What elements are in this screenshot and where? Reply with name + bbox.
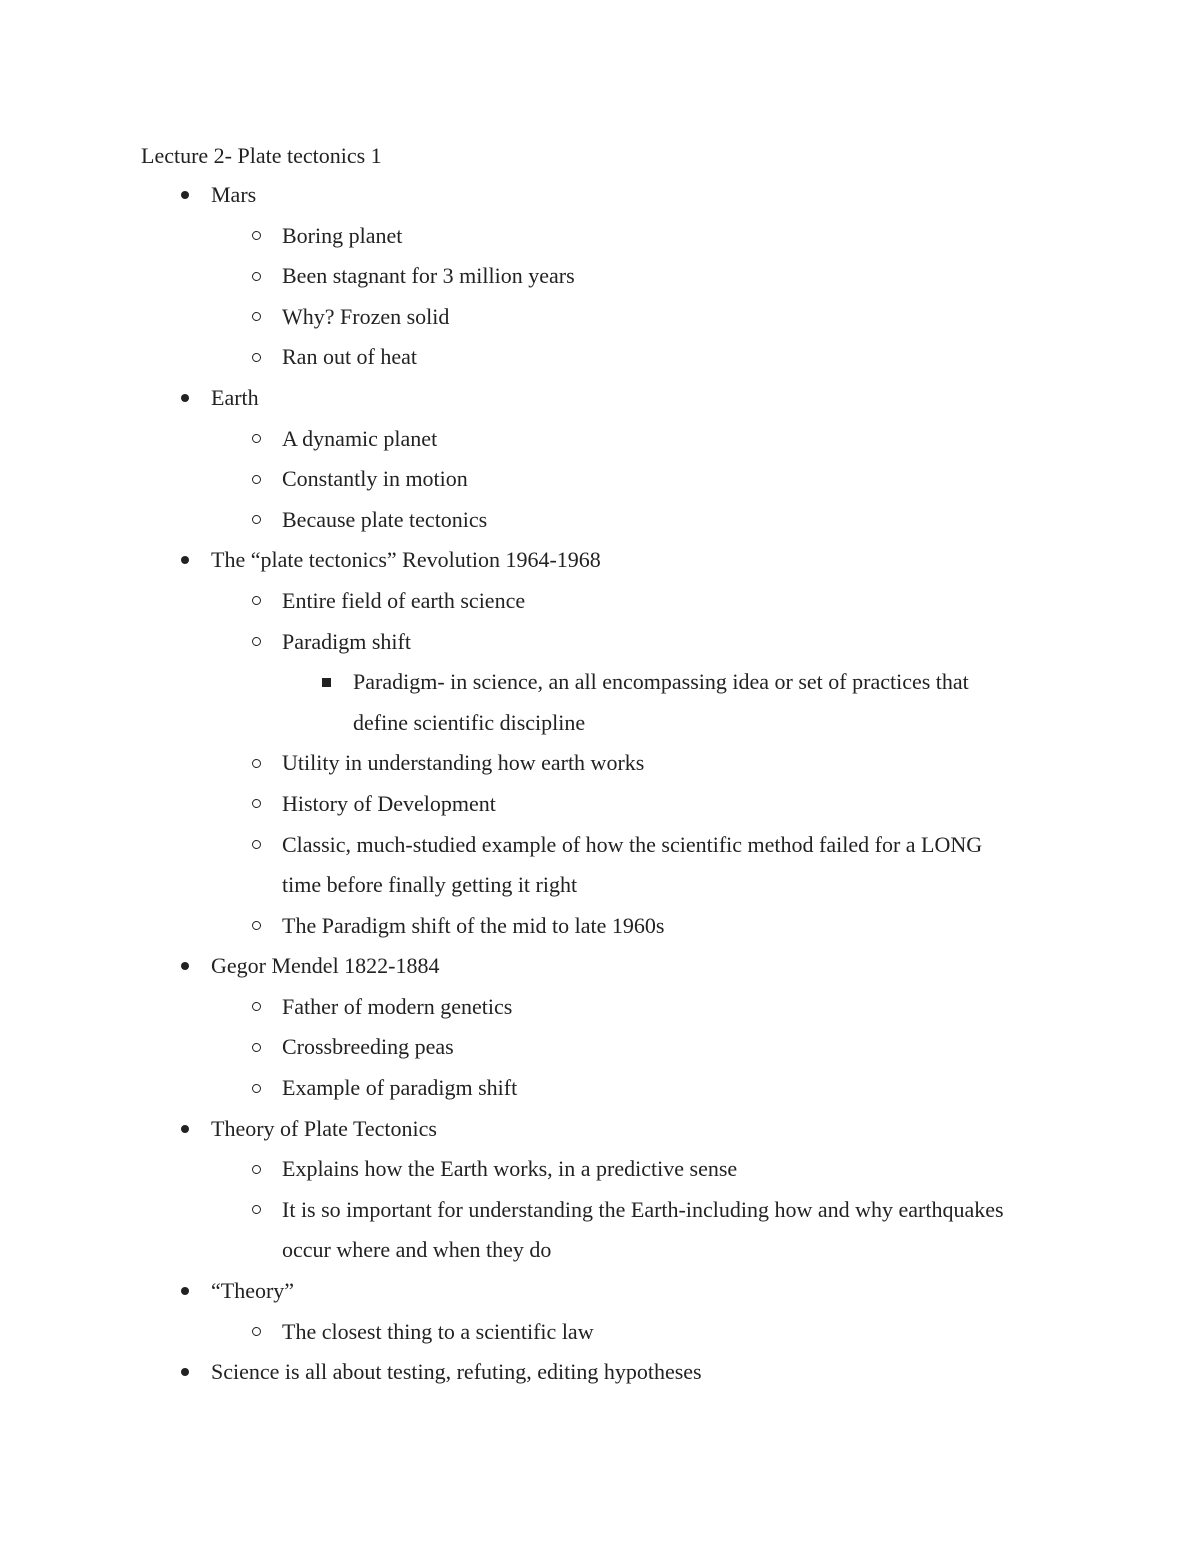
list-item-level-2 [0,749,1200,790]
list-item-level-2 [0,506,1200,547]
hollow-bullet-icon [246,587,266,615]
list-item-text: A dynamic planet [282,425,438,451]
filled-bullet-icon [175,181,195,209]
list-item-level-2 [0,1196,1200,1237]
list-item-level-2 [0,1074,1200,1115]
filled-bullet-icon [175,546,195,574]
hollow-bullet-icon [246,628,266,656]
hollow-bullet-icon [246,993,266,1021]
hollow-bullet-icon [246,343,266,371]
list-item-text: Boring planet [282,222,403,248]
list-item-level-2 [0,993,1200,1034]
list-item-text: Father of modern genetics [282,993,513,1019]
list-item-level-1 [0,1115,1200,1156]
hollow-bullet-icon [246,1074,266,1102]
list-item-text: It is so important for understanding the Earth-including how and why earthquakes [282,1196,1004,1222]
list-item-text: occur where and when they do [282,1237,552,1263]
list-item-level-2 [0,831,1200,872]
list-item-level-2 [0,343,1200,384]
filled-bullet-icon [175,384,195,412]
list-item-text: Because plate tectonics [282,506,488,532]
list-item-level-2 [0,425,1200,466]
list-item-text: Explains how the Earth works, in a predictive sense [282,1156,738,1182]
list-item-level-2 [0,262,1200,303]
list-item-text: The “plate tectonics” Revolution 1964-1968 [211,547,601,573]
page-title: Lecture 2- Plate tectonics 1 [141,143,382,168]
list-item-continuation [0,1236,1200,1277]
list-item-text: Science is all about testing, refuting, editing hypotheses [211,1359,702,1385]
list-item-level-2 [0,303,1200,344]
filled-bullet-icon [175,1277,195,1305]
list-item-text: Constantly in motion [282,466,468,492]
list-item-continuation [0,871,1200,912]
list-item-text: time before finally getting it right [282,872,578,898]
list-item-level-1 [0,181,1200,222]
list-item-text: “Theory” [211,1278,295,1304]
list-item-text: Theory of Plate Tectonics [211,1115,437,1141]
list-item-level-2 [0,1155,1200,1196]
hollow-bullet-icon [246,790,266,818]
list-item-text: Ran out of heat [282,344,418,370]
hollow-bullet-icon [246,465,266,493]
filled-bullet-icon [175,1358,195,1386]
list-item-text: Earth [211,384,259,410]
hollow-bullet-icon [246,749,266,777]
list-item-text: Paradigm- in science, an all encompassing idea or set of practices that [353,669,969,695]
list-item-text: define scientific discipline [353,709,586,735]
hollow-bullet-icon [246,222,266,250]
list-item-text: Gegor Mendel 1822-1884 [211,953,440,979]
list-item-text: Been stagnant for 3 million years [282,263,575,289]
list-item-level-2 [0,222,1200,263]
list-item-text: The Paradigm shift of the mid to late 1960s [282,912,665,938]
list-item-text: Utility in understanding how earth works [282,750,645,776]
list-item-level-2 [0,465,1200,506]
list-item-level-1 [0,1358,1200,1399]
list-item-level-3 [0,668,1200,709]
list-item-level-2 [0,628,1200,669]
list-item-text: History of Development [282,790,496,816]
list-item-text: Paradigm shift [282,628,411,654]
hollow-bullet-icon [246,1033,266,1061]
list-item-level-1 [0,384,1200,425]
hollow-bullet-icon [246,1318,266,1346]
list-item-level-1 [0,952,1200,993]
outline-list [0,181,1200,1399]
list-item-text: Classic, much-studied example of how the scientific method failed for a LONG [282,831,983,857]
hollow-bullet-icon [246,831,266,859]
hollow-bullet-icon [246,262,266,290]
square-bullet-icon [316,668,336,696]
list-item-level-2 [0,587,1200,628]
list-item-text: Crossbreeding peas [282,1034,454,1060]
list-item-level-1 [0,1277,1200,1318]
list-item-continuation [0,709,1200,750]
list-item-text: Example of paradigm shift [282,1075,518,1101]
hollow-bullet-icon [246,303,266,331]
list-item-level-1 [0,546,1200,587]
list-item-text: Why? Frozen solid [282,303,450,329]
filled-bullet-icon [175,1115,195,1143]
hollow-bullet-icon [246,1155,266,1183]
hollow-bullet-icon [246,912,266,940]
list-item-level-2 [0,1318,1200,1359]
list-item-text: Mars [211,182,257,207]
list-item-level-2 [0,1033,1200,1074]
hollow-bullet-icon [246,1196,266,1224]
list-item-level-2 [0,790,1200,831]
hollow-bullet-icon [246,506,266,534]
filled-bullet-icon [175,952,195,980]
list-item-text: The closest thing to a scientific law [282,1318,594,1344]
list-item-level-2 [0,912,1200,953]
hollow-bullet-icon [246,425,266,453]
list-item-text: Entire field of earth science [282,587,526,613]
